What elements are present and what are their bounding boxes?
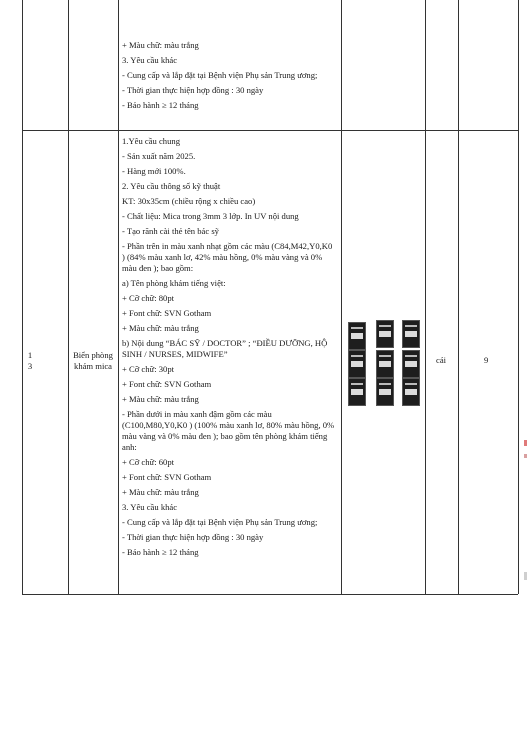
spec-line: - Chất liệu: Mica trong 3mm 3 lớp. In UV nội dung (122, 211, 299, 221)
spec-line: - Báo hành ≥ 12 tháng (122, 547, 199, 557)
sign-thumbnail (348, 322, 366, 350)
spec-line: - Tạo rãnh cài thẻ tên bác sỹ (122, 226, 219, 236)
top-row-line: - Thời gian thực hiện hợp đồng : 30 ngày (122, 85, 264, 95)
item-name: Biển phòng khám mica (73, 350, 113, 371)
spec-line: - Phần dưới in màu xanh đậm gồm các màu (C100,M80,Y0,K0 ) (100% màu xanh lơ, 80% màu hồng, 0% màu vàng và 0% màu đen ); bao gồm tên phòng khám tiếng anh: (122, 409, 335, 452)
top-row-spec (122, 40, 337, 115)
spec-line: + Font chữ: SVN Gotham (122, 308, 212, 318)
sign-thumbnail (348, 378, 366, 406)
top-row-line: + Màu chữ: màu trắng (122, 40, 199, 50)
sign-thumbnail (348, 350, 366, 378)
item-spec (122, 136, 337, 562)
edge-stamp-mark (524, 454, 527, 458)
spec-line: KT: 30x35cm (chiều rộng x chiều cao) (122, 196, 256, 206)
sign-thumbnail (402, 320, 420, 348)
spec-line: - Sản xuất năm 2025. (122, 151, 196, 161)
spec-line: 1.Yêu cầu chung (122, 136, 180, 146)
spec-line: 3. Yêu cầu khác (122, 502, 178, 512)
spec-line: - Phần trên in màu xanh nhạt gồm các màu (C84,M42,Y0,K0 ) (84% màu xanh lơ, 42% màu hồng, 0% màu vàng và 0% màu đen ); bao gồm: (122, 241, 333, 273)
row-number: 13 (27, 350, 33, 371)
item-unit: cái (436, 355, 447, 365)
top-row-line: 3. Yêu cầu khác (122, 55, 178, 65)
top-row-line: - Bảo hành ≥ 12 tháng (122, 100, 199, 110)
spec-line: + Màu chữ: màu trắng (122, 487, 199, 497)
sign-thumbnail (402, 350, 420, 378)
table-border-left (22, 0, 23, 594)
table-col-divider-5 (458, 0, 459, 594)
top-row-line: - Cung cấp và lắp đặt tại Bệnh viện Phụ sản Trung ương; (122, 70, 318, 80)
item-quantity: 9 (484, 355, 489, 365)
edge-stamp-mark (524, 440, 527, 446)
table-border-right (518, 0, 519, 594)
table-row-divider (22, 130, 518, 131)
spec-line: - Thời gian thực hiện hợp đồng : 30 ngày (122, 532, 264, 542)
spec-line: b) Nội dung “BÁC SỸ / DOCTOR” ; “ĐIỀU DƯỠNG, HỘ SINH / NURSES, MIDWIFE” (122, 338, 328, 359)
table-col-divider-3 (341, 0, 342, 594)
spec-line: + Font chữ: SVN Gotham (122, 379, 212, 389)
sign-thumbnail (402, 378, 420, 406)
spec-line: + Font chữ: SVN Gotham (122, 472, 212, 482)
sign-thumbnail (376, 320, 394, 348)
spec-line: + Cỡ chữ: 80pt (122, 293, 175, 303)
table-border-bottom (22, 594, 518, 595)
spec-line: + Cỡ chữ: 30pt (122, 364, 175, 374)
spec-line: a) Tên phòng khám tiếng việt: (122, 278, 226, 288)
spec-line: + Cỡ chữ: 60pt (122, 457, 175, 467)
sign-thumbnail (376, 378, 394, 406)
table-col-divider-2 (118, 0, 119, 594)
sign-thumbnail (376, 350, 394, 378)
spec-line: 2. Yêu cầu thông số kỹ thuật (122, 181, 221, 191)
sign-thumbnails (346, 316, 421, 406)
edge-stamp-mark (524, 572, 527, 580)
spec-line: - Cung cấp và lắp đặt tại Bệnh viện Phụ sản Trung ương; (122, 517, 318, 527)
spec-line: + Màu chữ: màu trắng (122, 394, 199, 404)
table-col-divider-1 (68, 0, 69, 594)
spec-line: + Màu chữ: màu trắng (122, 323, 199, 333)
table-col-divider-4 (425, 0, 426, 594)
spec-line: - Hàng mới 100%. (122, 166, 186, 176)
